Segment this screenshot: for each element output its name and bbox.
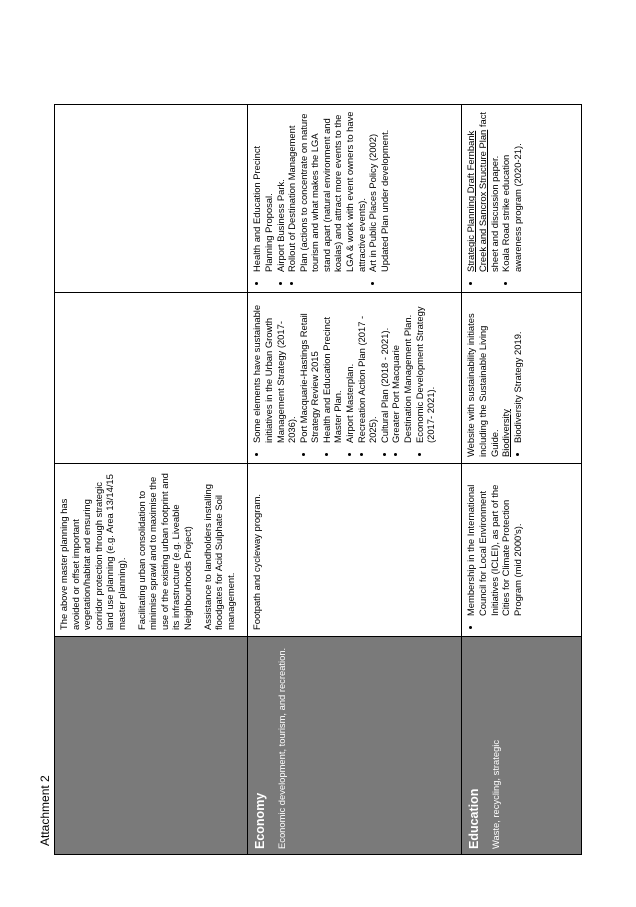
list-item: • Airport Business Park. [275, 111, 287, 272]
list-item-text: fact sheet and discussion paper. [476, 112, 500, 272]
list-item: • Greater Port Macquarie Destination Management Plan. [390, 299, 413, 443]
list-item [465, 111, 500, 272]
theme-title: Economy [253, 792, 268, 849]
rotated-page-content [54, 105, 564, 855]
col3-cell-continued [55, 293, 248, 464]
col4-cell-economy [248, 105, 462, 293]
bullet-list [465, 111, 523, 286]
cell-text: Website with sustainability initiates including the Sustainable Living Guide. [465, 313, 500, 457]
list-item: • Economic Development Strategy (2017- 2021). [414, 299, 437, 443]
bullet-list [251, 299, 437, 457]
bullet-list [512, 299, 524, 457]
paragraph: Assistance to landholders installing floodgates for Acid Sulphate Soil management. [201, 484, 236, 630]
list-item: • Cultural Plan (2018 - 2021). [379, 299, 391, 443]
theme-cell-continued [55, 637, 248, 855]
col2-cell-continued [55, 464, 248, 637]
list-item: • Membership in the International Council for Local Environment Initiatives (ICLEI), as part of the Cities for Climate Protection Program (mid 2000's). [465, 470, 523, 616]
bullet-list [251, 111, 390, 286]
paragraph: Facilitating urban consolidation to minimise sprawl and to maximise the use of the existing urban footprint and its infrastructure (e.g. Liveable Neighbourhoods Project) [135, 473, 193, 630]
bullet-list [465, 470, 523, 630]
col2-cell-economy [248, 464, 462, 637]
list-item: • Rollout of Destination Management Plan (actions to concentrate on nature tourism and what makes the LGA stand apart (natural environment and koalas) and attract more events to the LGA & work with event owners to have attractive events). [286, 111, 367, 272]
list-item: • Koala Road strike education awareness program (2020-21). [500, 111, 523, 272]
attachment-label: Attachment 2 [38, 775, 52, 846]
theme-title: Education [467, 788, 482, 849]
col3-cell-education [462, 293, 582, 464]
list-item: • Recreation Action Plan (2017 - 2025). [356, 299, 379, 443]
list-item: • Some elements have sustainable initiatives in the Urban Growth Management Strategy (2017-2036). [251, 299, 297, 443]
cell-text: Footpath and cycleway program. [251, 493, 263, 630]
list-item: • Health and Education Precinct Planning Proposal. [251, 111, 274, 272]
list-item: • Port Macquarie-Hastings Retail Strategy Review 2015 [298, 299, 321, 443]
theme-subtitle: Economic development, tourism, and recreation. [276, 647, 288, 849]
table-row-economy [248, 105, 462, 855]
list-item: • Art in Public Places Policy (2002) Updated Plan under development. [367, 111, 390, 272]
list-item: • Health and Education Precinct Master Plan. [321, 299, 344, 443]
theme-subtitle: Waste, recycling, strategic [490, 739, 502, 849]
col3-cell-economy [248, 293, 462, 464]
sustainability-table [54, 104, 582, 855]
theme-cell-economy [248, 637, 462, 855]
list-item: • Airport Masterplan. [344, 299, 356, 443]
col2-cell-education [462, 464, 582, 637]
table-row-continued [55, 105, 248, 855]
theme-cell-education [462, 637, 582, 855]
document-link[interactable]: Strategic Planning Draft Fernbank Creek and Sancrox Structure Plan [465, 129, 488, 272]
col4-cell-continued [55, 105, 248, 293]
list-item: • Biodiversity Strategy 2019. [512, 299, 524, 443]
table-row-education [462, 105, 582, 855]
subheading-biodiversity: Biodiversity [500, 409, 512, 457]
col4-cell-education [462, 105, 582, 293]
paragraph: The above master planning has avoided or offset important vegetation/habitat and ensuring corridor protection through strategic land use planning (e.g. Area 13/14/15 master planning). [58, 474, 127, 630]
